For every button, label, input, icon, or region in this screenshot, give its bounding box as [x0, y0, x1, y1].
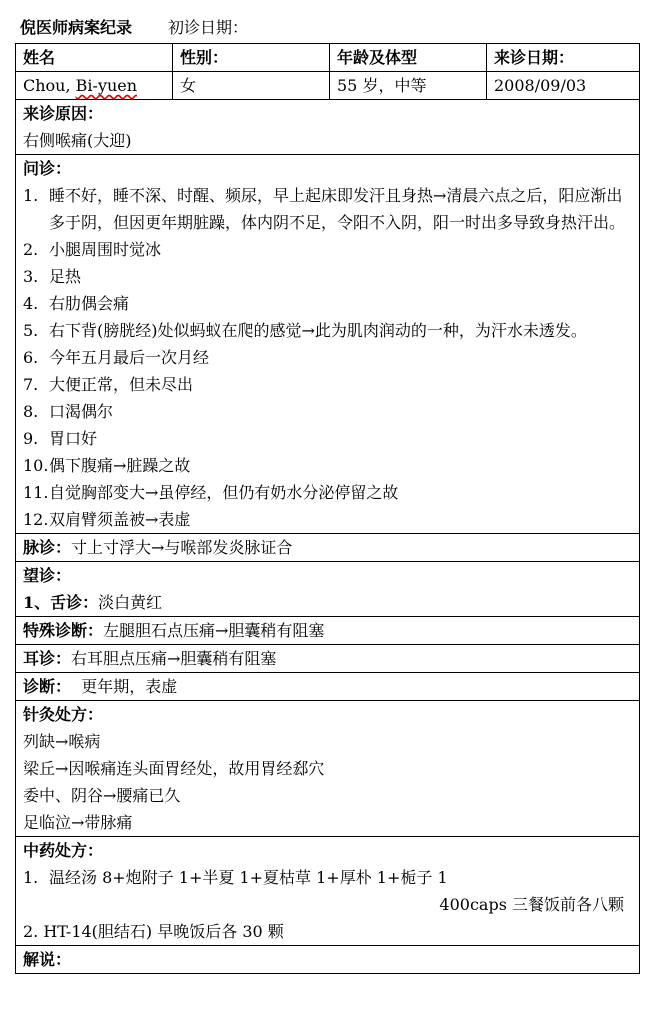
- acupuncture-label: 针灸处方：: [23, 705, 104, 724]
- special-label: 特殊诊断：: [23, 621, 104, 640]
- tongue-text: 淡白黄红: [98, 593, 163, 612]
- acupuncture-section: [16, 701, 639, 837]
- acupuncture-line: 列缺→喉病: [23, 732, 101, 751]
- diagnosis-label: 诊断：: [23, 677, 72, 696]
- diagnosis-text: 更年期，表虚: [81, 677, 178, 696]
- diagnosis-section: [16, 673, 639, 701]
- inquiry-label: 问诊：: [23, 159, 72, 178]
- pulse-label: 脉诊：: [23, 538, 72, 557]
- herbal-item-2: 2. HT-14(胆结石) 早晚饭后各 30 颗: [23, 922, 284, 941]
- patient-name: [16, 72, 173, 99]
- record-table: [15, 43, 640, 974]
- list-item: 10. 偶下腹痛→脏躁之故: [23, 456, 191, 475]
- patient-name-second: Bi-yuen: [75, 76, 138, 95]
- list-item: 1. 温经汤 8+炮附子 1+半夏 1+夏枯草 1+厚朴 1+栀子 1: [23, 868, 448, 887]
- herbal-section: [16, 837, 639, 946]
- herbal-label: 中药处方：: [23, 841, 104, 860]
- record-title: 倪医师病案纪录: [20, 18, 133, 37]
- ear-text: 右耳胆点压痛→胆囊稍有阻塞: [71, 649, 277, 668]
- list-item: 8. 口渴偶尔: [23, 402, 114, 421]
- special-diagnosis-section: [16, 617, 639, 645]
- explanation-label: 解说：: [23, 950, 72, 969]
- herbal-dose: 400caps 三餐饭前各八颗: [439, 895, 624, 914]
- inquiry-section: [16, 155, 639, 534]
- pulse-section: [16, 534, 639, 562]
- acupuncture-line: 梁丘→因喉痛连头面胃经处，故用胃经郄穴: [23, 759, 325, 778]
- acupuncture-line: 委中、阴谷→腰痛已久: [23, 786, 181, 805]
- list-item: 11. 自觉胸部变大→虽停经，但仍有奶水分泌停留之故: [23, 483, 399, 502]
- herbal-list: [23, 864, 632, 891]
- info-header-row: [16, 44, 639, 72]
- list-item: 7. 大便正常，但未尽出: [23, 375, 194, 394]
- reason-text: 右侧喉痛(大迎): [23, 131, 132, 150]
- explanation-section: [16, 946, 639, 973]
- list-item: 3. 足热: [23, 267, 82, 286]
- reason-label: 来诊原因：: [23, 104, 104, 123]
- visit-date-header: 来诊日期：: [494, 48, 575, 67]
- list-item: 1. 睡不好，睡不深、时醒、频尿，早上起床即发汗且身热→清晨六点之后，阳应渐出多于阴，但因更年期脏躁，体内阴不足，令阳不入阴，阳一时出多导致身热汗出。: [23, 186, 626, 232]
- record-header: [20, 14, 248, 42]
- list-item: 12. 双肩臂须盖被→表虚: [23, 510, 191, 529]
- list-item: 9. 胃口好: [23, 429, 98, 448]
- reason-section: [16, 100, 639, 155]
- inspection-section: [16, 562, 639, 617]
- inspection-label: 望诊：: [23, 566, 72, 585]
- pulse-text: 寸上寸浮大→与喉部发炎脉证合: [71, 538, 293, 557]
- ear-section: [16, 645, 639, 673]
- special-text: 左腿胆石点压痛→胆囊稍有阻塞: [103, 621, 325, 640]
- patient-name-first: Chou,: [23, 76, 76, 95]
- list-item: 5. 右下背(膀胱经)处似蚂蚁在爬的感觉→此为肌肉润动的一种，为汗水未透发。: [23, 321, 587, 340]
- inquiry-list: [23, 182, 632, 533]
- ear-label: 耳诊：: [23, 649, 72, 668]
- list-item: 4. 右肋偶会痛: [23, 294, 130, 313]
- tongue-label: 1、舌诊：: [23, 593, 99, 612]
- info-value-row: [16, 72, 639, 100]
- acupuncture-line: 足临泣→带脉痛: [23, 813, 133, 832]
- list-item: 2. 小腿周围时觉冰: [23, 240, 162, 259]
- name-header: 姓名: [16, 44, 173, 71]
- gender-header: 性别：: [173, 44, 330, 71]
- visit-date-value: 2008/09/03: [494, 76, 587, 95]
- first-visit-date-label: 初诊日期：: [168, 18, 249, 37]
- patient-gender: 女: [173, 72, 330, 99]
- list-item: 6. 今年五月最后一次月经: [23, 348, 210, 367]
- age-build-header: 年龄及体型: [330, 44, 487, 71]
- patient-age-build: 55 岁，中等: [330, 72, 487, 99]
